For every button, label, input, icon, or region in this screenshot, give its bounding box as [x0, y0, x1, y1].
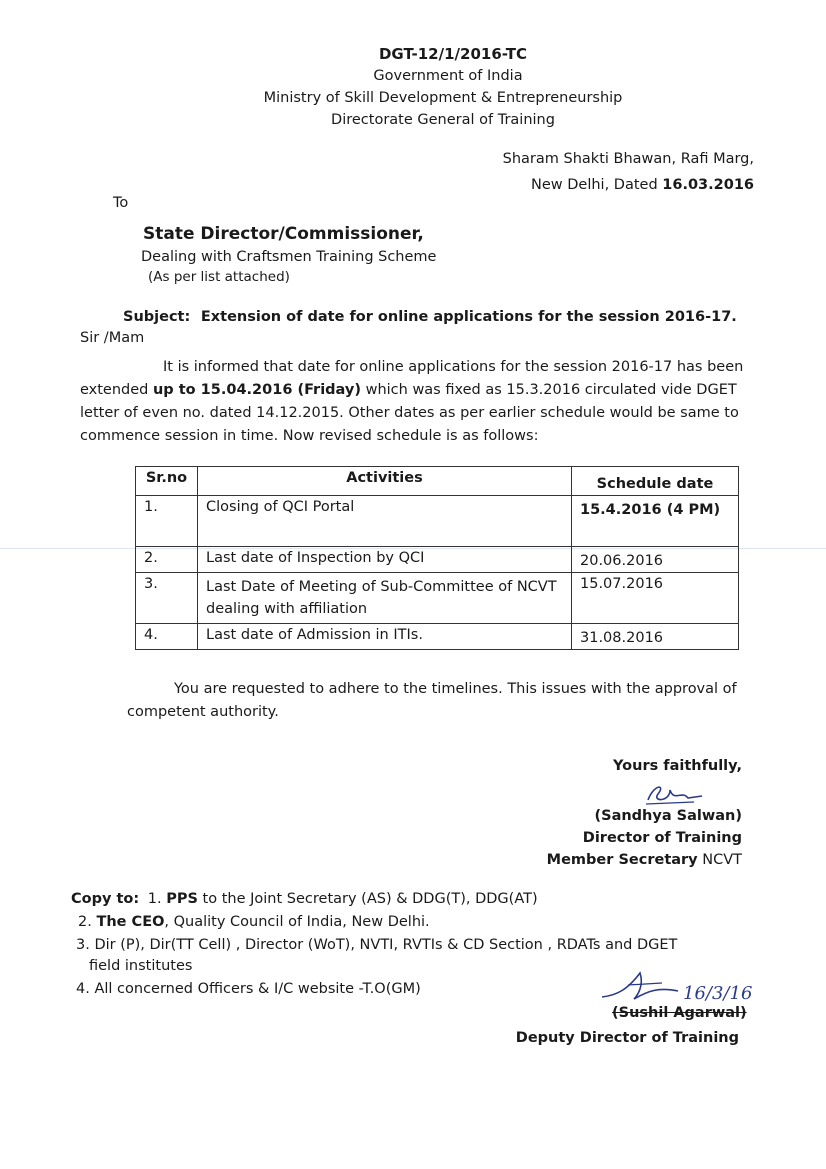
- handwritten-date: 16/3/16: [683, 983, 753, 1004]
- reference-number: DGT-12/1/2016-TC: [378, 45, 528, 63]
- copy-item-3-line-2: field institutes: [89, 958, 193, 974]
- header-line-3: Directorate General of Training: [331, 112, 555, 128]
- address-place: New Delhi, Dated: [531, 177, 658, 193]
- row-3-activity: [198, 573, 572, 624]
- header-line-1: Government of India: [373, 68, 523, 84]
- row-2-activity: Last date of Inspection by QCI: [198, 547, 572, 573]
- copy-item-1-number: 1.: [147, 891, 167, 907]
- signature-mark-1: [640, 780, 710, 808]
- copy-item-2-number: 2.: [78, 914, 97, 930]
- recipient: State Director/Commissioner,: [143, 224, 424, 244]
- row-4-date: 31.08.2016: [572, 624, 739, 650]
- address-line-1: Sharam Shakti Bhawan, Rafi Marg,: [502, 151, 754, 167]
- copy-item-1-text: to the Joint Secretary (AS) & DDG(T), DDG(AT): [197, 891, 538, 907]
- row-3-activity-line-2: dealing with affiliation: [206, 601, 368, 617]
- row-2-srno: 2.: [136, 547, 198, 573]
- row-3-date: 15.07.2016: [572, 573, 739, 624]
- recipient-line-3: (As per list attached): [148, 269, 290, 285]
- para1-line-1: It is informed that date for online applications for the session 2016-17 has been: [163, 359, 744, 375]
- copy-item-1-pps: PPS: [166, 891, 198, 907]
- para1-line-4: commence session in time. Now revised schedule is as follows:: [80, 428, 539, 444]
- recipient-line-2: Dealing with Craftsmen Training Scheme: [141, 249, 437, 265]
- address-line-2: [531, 177, 754, 193]
- copy-item-2: [78, 914, 430, 930]
- paragraph-2: [127, 678, 737, 724]
- copy-item-3-line-1: 3. Dir (P), Dir(TT Cell) , Director (WoT), NVTI, RVTIs & CD Section , RDATs and DGET: [76, 937, 678, 953]
- row-4-srno: 4.: [136, 624, 198, 650]
- header-activities: Activities: [198, 467, 572, 496]
- table-row: [136, 547, 739, 573]
- header-schedule-date: Schedule date: [572, 467, 739, 496]
- signatory-2-name: (Sushil Agarwal): [612, 1005, 747, 1021]
- letter-date: 16.03.2016: [662, 177, 754, 193]
- signatory-1-title-2: [547, 852, 742, 868]
- table-row: [136, 624, 739, 650]
- row-2-date: 20.06.2016: [572, 547, 739, 573]
- paragraph-1: [80, 356, 760, 448]
- para1-text-c: which was fixed as 15.3.2016 circulated vide DGET: [360, 382, 737, 398]
- closing: Yours faithfully,: [612, 758, 742, 774]
- row-1-srno: 1.: [136, 496, 198, 547]
- header-line-2: Ministry of Skill Development & Entrepreneurship: [263, 90, 623, 106]
- header-srno: Sr.no: [136, 467, 198, 496]
- para2-line-2: competent authority.: [127, 704, 279, 720]
- schedule-table: [135, 466, 739, 650]
- para1-line-2: [80, 379, 760, 402]
- subject-text: Extension of date for online applications for the session 2016-17.: [200, 309, 737, 325]
- copy-item-2-text: , Quality Council of India, New Delhi.: [164, 914, 430, 930]
- row-3-srno: 3.: [136, 573, 198, 624]
- table-row: [136, 496, 739, 547]
- row-1-activity: Closing of QCI Portal: [198, 496, 572, 547]
- row-4-activity: Last date of Admission in ITIs.: [198, 624, 572, 650]
- subject: [123, 309, 737, 325]
- para1-extended-date: up to 15.04.2016 (Friday): [152, 382, 361, 398]
- para2-line-1: You are requested to adhere to the timelines. This issues with the approval of: [174, 681, 737, 697]
- member-secretary: Member Secretary: [546, 852, 698, 868]
- para1-text-a: extended: [80, 382, 153, 398]
- signatory-1-title: Director of Training: [582, 830, 742, 846]
- copy-item-4: 4. All concerned Officers & I/C website -T.O(GM): [76, 981, 421, 997]
- copy-to-label: Copy to:: [71, 891, 140, 907]
- salutation: Sir /Mam: [80, 330, 145, 346]
- to-label: To: [113, 195, 129, 211]
- signatory-2-title: Deputy Director of Training: [515, 1030, 739, 1046]
- para1-line-3: letter of even no. dated 14.12.2015. Other dates as per earlier schedule would be same to: [80, 405, 739, 421]
- copy-item-1: [71, 891, 538, 907]
- signatory-1-name: (Sandhya Salwan): [594, 808, 742, 824]
- table-row: [136, 573, 739, 624]
- row-1-date: 15.4.2016 (4 PM): [572, 496, 739, 547]
- row-3-activity-line-1: Last Date of Meeting of Sub-Committee of NCVT: [206, 579, 557, 595]
- copy-item-2-ceo: The CEO: [96, 914, 165, 930]
- ncvt: NCVT: [697, 852, 742, 868]
- table-header-row: [136, 467, 739, 496]
- signature-mark-2: [598, 965, 688, 1007]
- subject-label: Subject:: [123, 309, 191, 325]
